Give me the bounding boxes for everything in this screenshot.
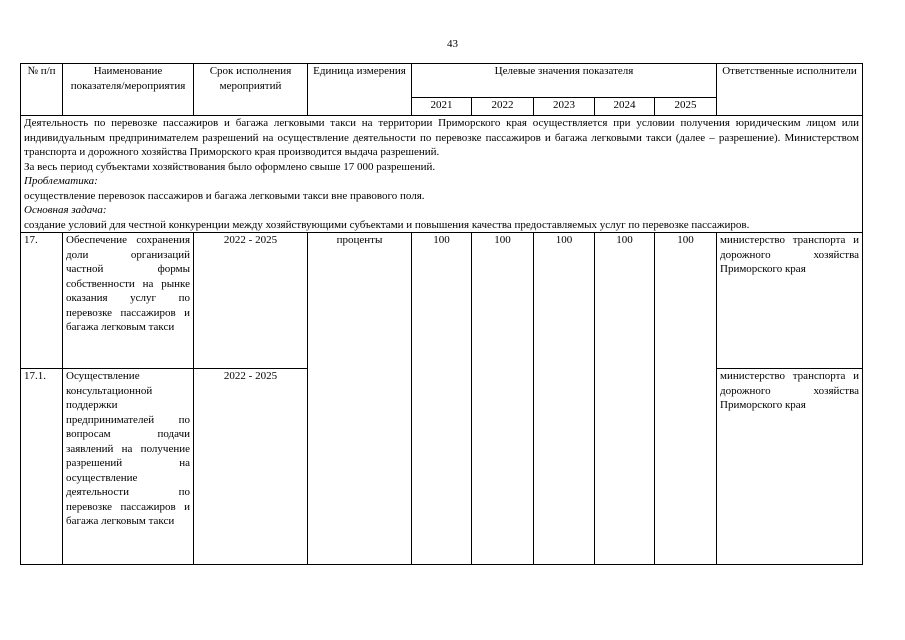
header-unit: Единица измерения	[308, 64, 412, 116]
header-num: № п/п	[21, 64, 63, 116]
header-targets: Целевые значения показателя	[412, 64, 717, 98]
row-num: 17.1.	[21, 369, 63, 565]
indicators-table	[20, 63, 863, 565]
row-name: Осуществление консультационной поддержки предпринимателей по вопросам подачи заявлений на получение разрешений на осуществление деятельности по перевозке пассажиров и багажа легковым такси	[63, 369, 194, 565]
row-value: 100	[412, 233, 472, 565]
header-year: 2022	[472, 98, 534, 116]
header-year: 2024	[595, 98, 655, 116]
row-value: 100	[534, 233, 595, 565]
task-label: Основная задача:	[24, 204, 107, 216]
section-text: За весь период субъектами хозяйствования было оформлено свыше 17 000 разрешений.	[24, 160, 436, 173]
row-num: 17.	[21, 233, 63, 369]
row-term: 2022 - 2025	[194, 233, 308, 369]
row-value: 100	[655, 233, 717, 565]
page-number: 43	[447, 38, 458, 50]
task-text: создание условий для честной конкуренции между хозяйствующими субъектами и повышения качества предоставляемых услуг по перевозке пассажиров.	[24, 218, 750, 231]
section-description	[21, 116, 863, 233]
header-year: 2023	[534, 98, 595, 116]
row-responsible: министерство транспорта и дорожного хозяйства Приморского края	[717, 369, 863, 565]
row-term: 2022 - 2025	[194, 369, 308, 565]
header-year: 2021	[412, 98, 472, 116]
row-unit: проценты	[308, 233, 412, 565]
row-value: 100	[595, 233, 655, 565]
row-responsible: министерство транспорта и дорожного хозяйства Приморского края	[717, 233, 863, 369]
problem-label: Проблематика:	[24, 175, 98, 187]
row-value: 100	[472, 233, 534, 565]
row-name: Обеспечение сохранения доли организаций частной формы собственности на рынке оказания услуг по перевозке пассажиров и багажа легковым такси	[63, 233, 194, 369]
header-responsible: Ответственные исполнители	[717, 64, 863, 116]
problem-text: осуществление перевозок пассажиров и багажа легковыми такси вне правового поля.	[24, 189, 425, 202]
section-text: Деятельность по перевозке пассажиров и багажа легковыми такси на территории Приморского края осуществляется при условии получения юридическим лицом или индивидуальным предпринимателем разрешений на осуществление деятельности по перевозке пассажиров и багажа легковыми такси (далее – разрешение). Министерством транспорта и дорожного хозяйства Приморского края производится выдача разрешений.	[24, 117, 860, 158]
table-row	[21, 233, 863, 369]
header-year: 2025	[655, 98, 717, 116]
header-name: Наименование показателя/мероприятия	[63, 64, 194, 116]
header-term: Срок исполнения мероприятий	[194, 64, 308, 116]
